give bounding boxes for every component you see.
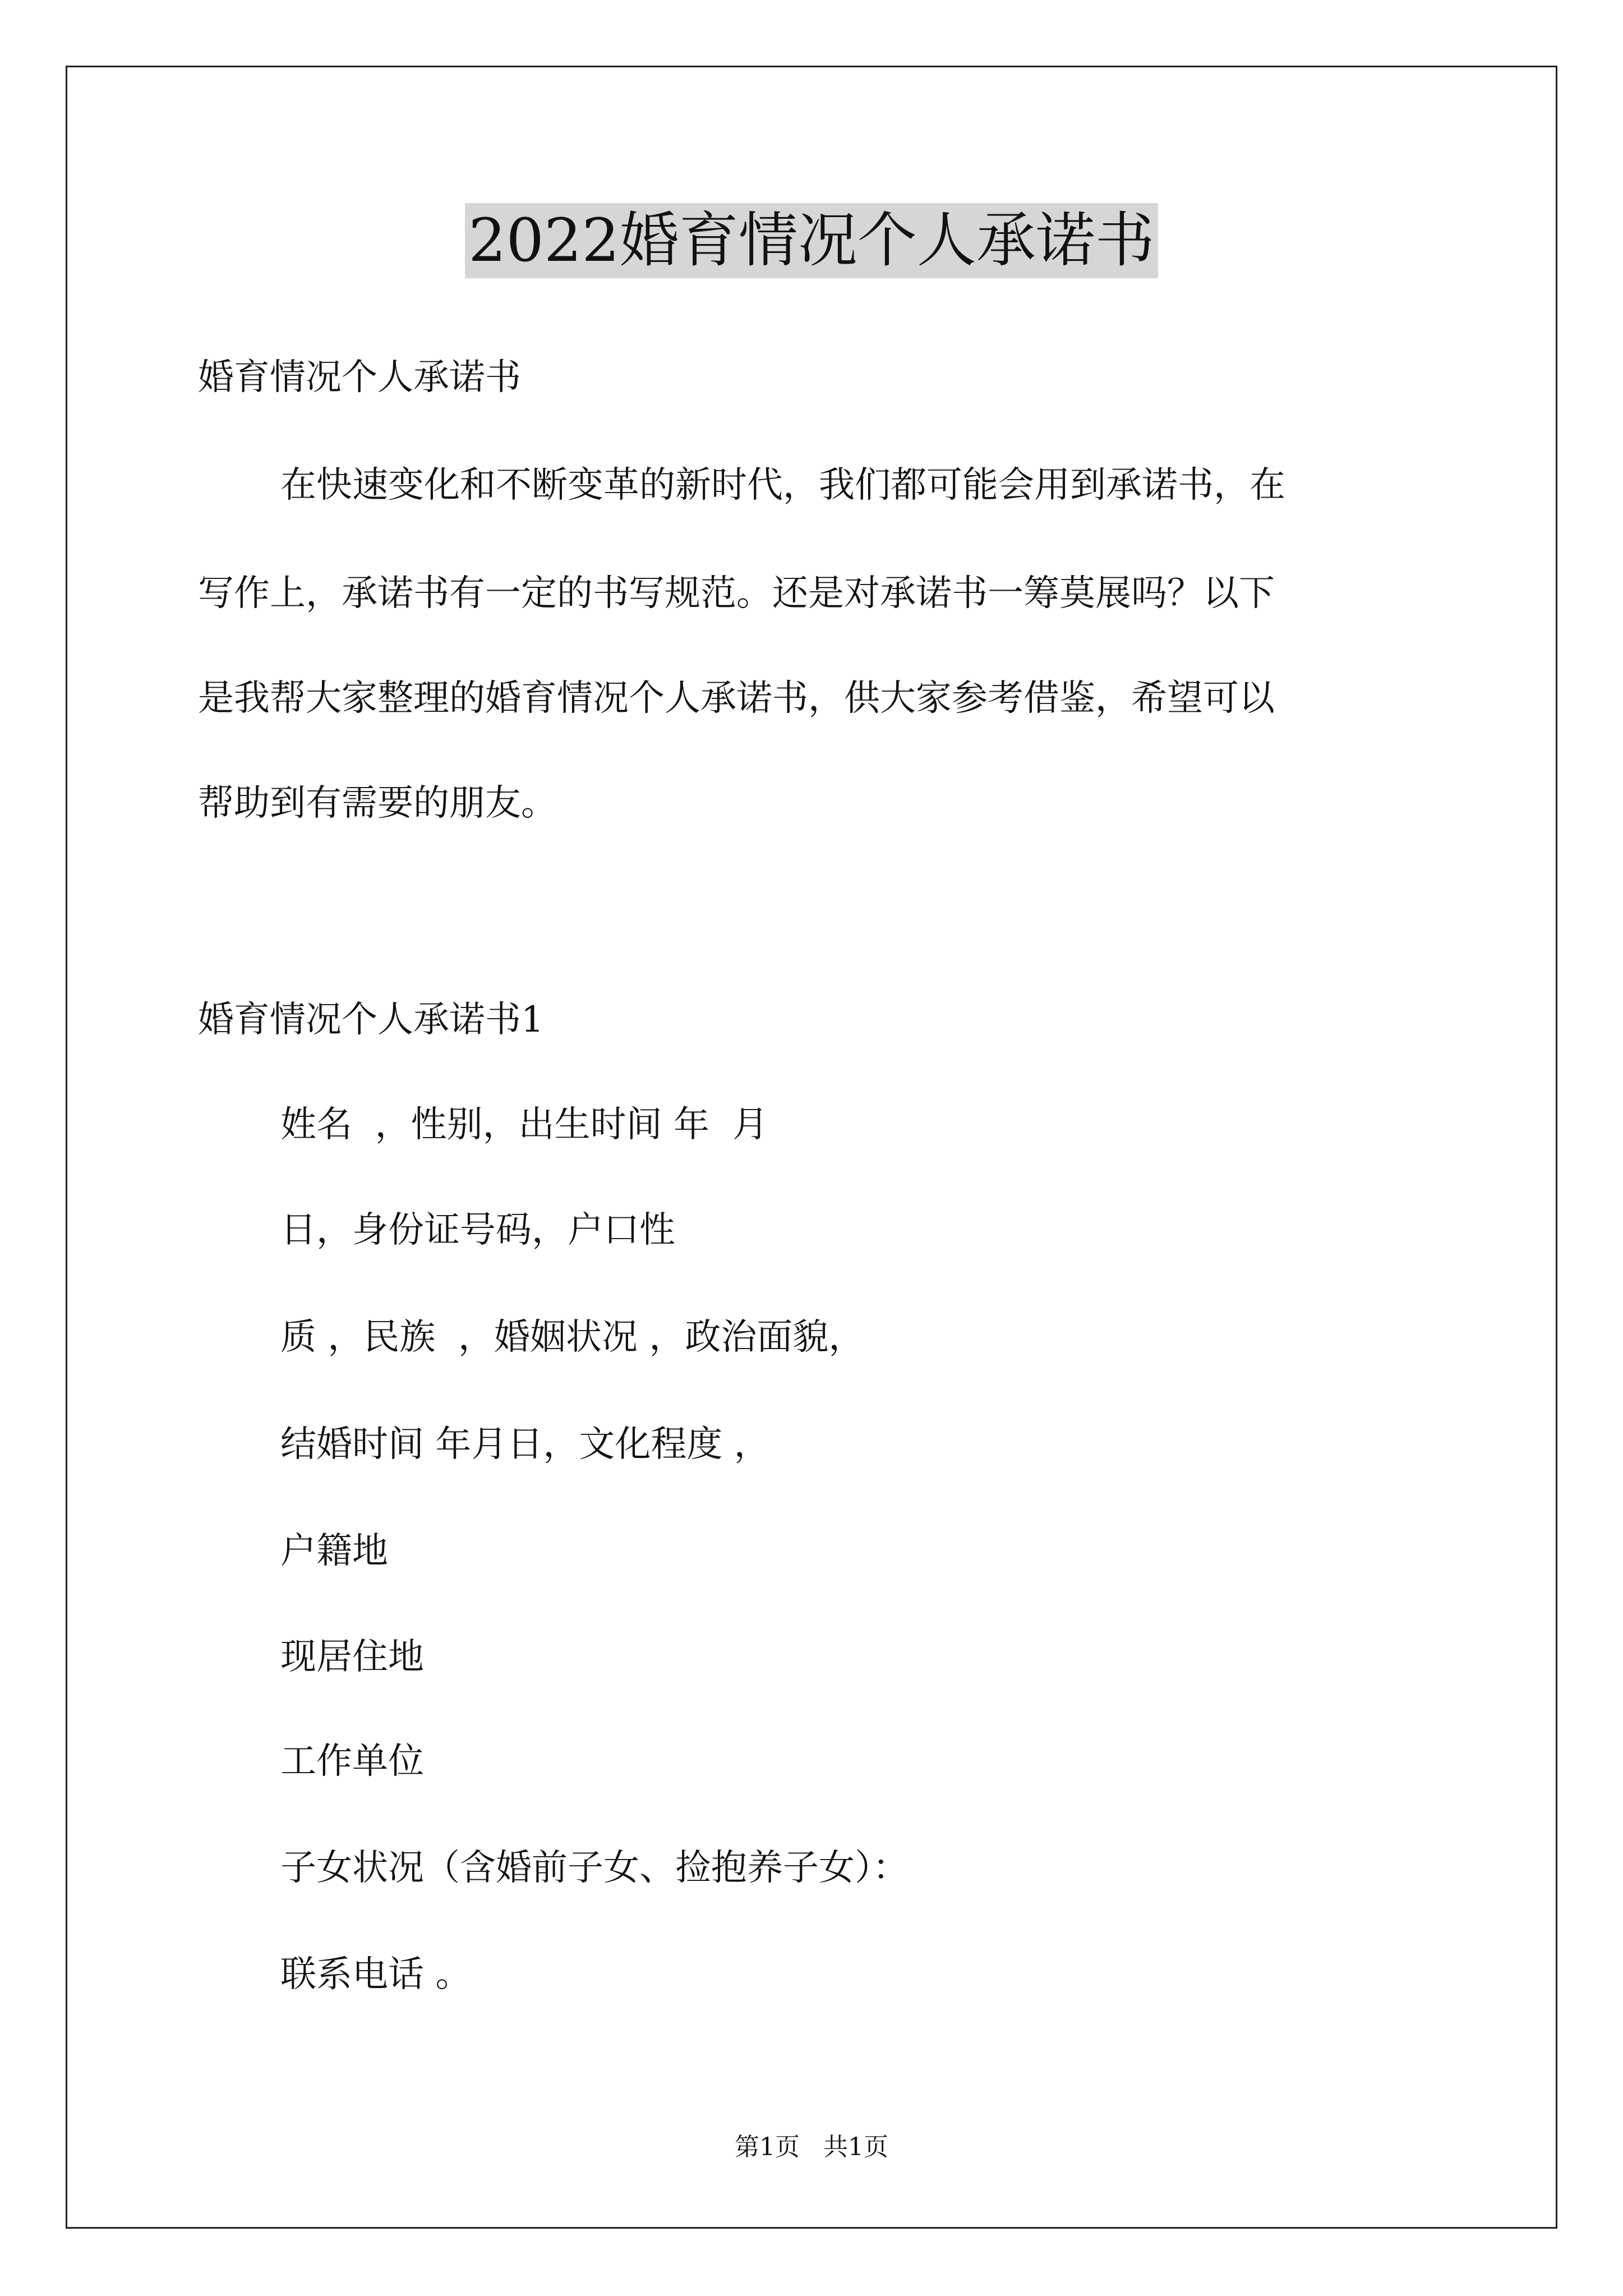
form-line-phone: 联系电话 。	[280, 1954, 472, 1995]
subtitle: 婚育情况个人承诺书	[198, 357, 521, 398]
form-line-name: 姓名 ，性别，出生时间 年 月	[280, 1104, 768, 1145]
form-line-status: 质 ，民族 ，婚姻状况 ，政治面貌，	[280, 1317, 865, 1358]
document-title: 2022婚育情况个人承诺书	[465, 203, 1158, 278]
intro-line-4: 帮助到有需要的朋友。	[198, 783, 557, 824]
form-line-employer: 工作单位	[280, 1741, 424, 1782]
section-heading: 婚育情况个人承诺书1	[198, 999, 544, 1041]
form-line-id: 日，身份证号码，户口性	[280, 1209, 675, 1251]
form-line-marriage: 结婚时间 年月日，文化程度 ，	[280, 1424, 770, 1465]
intro-line-3: 是我帮大家整理的婚育情况个人承诺书，供大家参考借鉴，希望可以	[198, 678, 1275, 719]
form-line-residence: 现居住地	[280, 1636, 424, 1678]
intro-line-1: 在快速变化和不断变革的新时代，我们都可能会用到承诺书，在	[280, 464, 1285, 506]
form-line-children: 子女状况（含婚前子女、捡抱养子女）：	[280, 1847, 909, 1889]
intro-line-2: 写作上，承诺书有一定的书写规范。还是对承诺书一筹莫展吗？以下	[198, 573, 1275, 614]
page-footer: 第1页 共1页	[735, 2133, 888, 2161]
form-line-domicile: 户籍地	[280, 1530, 388, 1572]
